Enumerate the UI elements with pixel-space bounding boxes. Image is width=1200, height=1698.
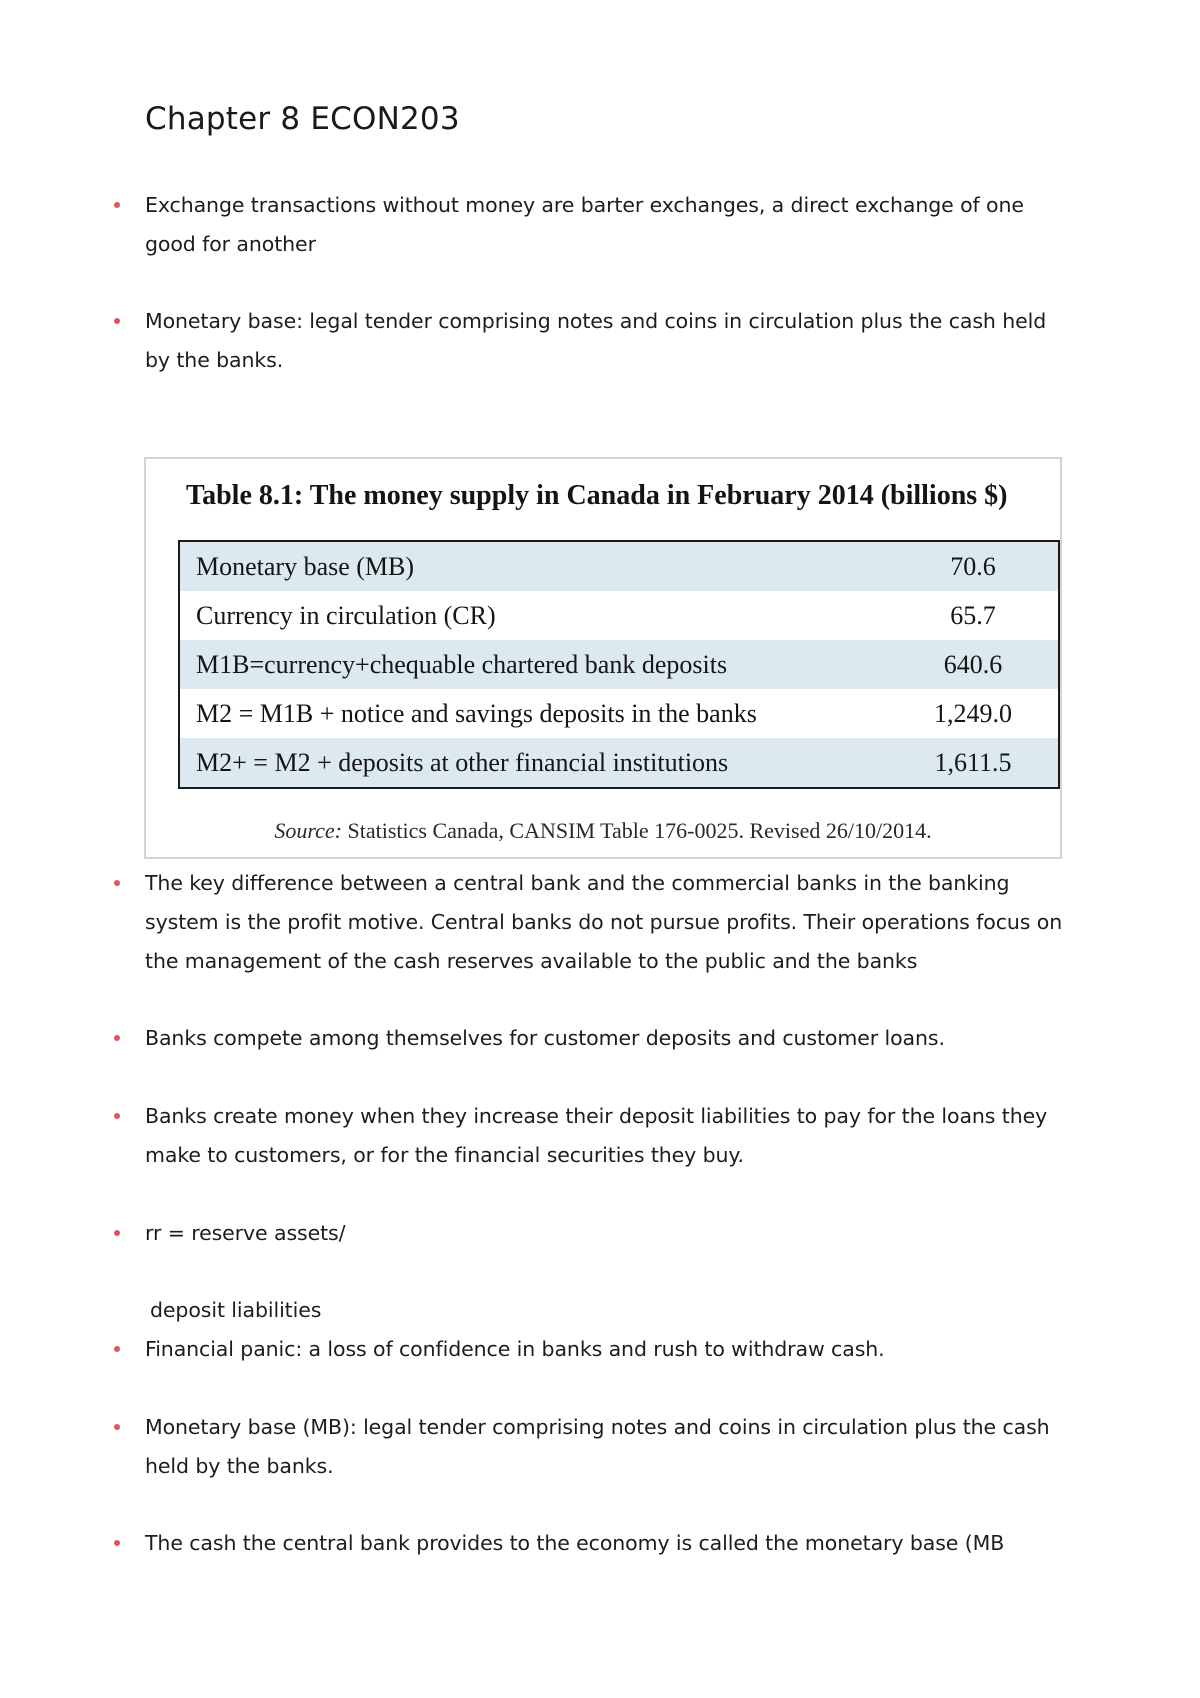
bullet-icon bbox=[114, 1035, 120, 1041]
paragraph-line: The cash the central bank provides to the economy is called the monetary base (MB bbox=[145, 1531, 1005, 1555]
page-title: Chapter 8 ECON203 bbox=[145, 101, 460, 137]
paragraph-line: Financial panic: a loss of confidence in banks and rush to withdraw cash. bbox=[145, 1337, 885, 1361]
paragraph-line: The key difference between a central bank and the commercial banks in the banking bbox=[145, 871, 1010, 895]
source-label: Source: bbox=[274, 818, 343, 843]
row-value: 65.7 bbox=[950, 600, 996, 630]
paragraph-line: Banks compete among themselves for customer deposits and customer loans. bbox=[145, 1026, 945, 1050]
paragraph bbox=[145, 1330, 1065, 1369]
row-label: Monetary base (MB) bbox=[179, 541, 888, 591]
paragraph-line: make to customers, or for the financial securities they buy. bbox=[145, 1143, 744, 1167]
table-row bbox=[179, 541, 1059, 591]
table-row bbox=[179, 591, 1059, 640]
row-label: M1B=currency+chequable chartered bank deposits bbox=[179, 640, 888, 689]
bullet-icon bbox=[114, 1540, 120, 1546]
paragraph-line: Monetary base: legal tender comprising notes and coins in circulation plus the cash held bbox=[145, 309, 1047, 333]
bullet-icon bbox=[114, 318, 120, 324]
paragraph bbox=[145, 1097, 1065, 1175]
paragraph-line: Monetary base (MB): legal tender comprising notes and coins in circulation plus the cash bbox=[145, 1415, 1050, 1439]
paragraph bbox=[145, 1408, 1065, 1486]
paragraph-line: rr = reserve assets/ bbox=[145, 1221, 346, 1245]
paragraph-continuation bbox=[150, 1291, 1070, 1330]
paragraph-line: Banks create money when they increase their deposit liabilities to pay for the loans they bbox=[145, 1104, 1048, 1128]
row-value: 70.6 bbox=[888, 541, 1059, 591]
bullet-icon bbox=[114, 1424, 120, 1430]
paragraph-line: by the banks. bbox=[145, 348, 284, 372]
table-row bbox=[179, 738, 1059, 788]
row-label: Currency in circulation (CR) bbox=[196, 600, 496, 630]
money-supply-table bbox=[178, 540, 1060, 789]
paragraph bbox=[145, 302, 1065, 380]
row-label: M2 = M1B + notice and savings deposits in the banks bbox=[196, 698, 757, 728]
bullet-icon bbox=[114, 1346, 120, 1352]
paragraph bbox=[145, 186, 1065, 264]
table-caption: Table 8.1: The money supply in Canada in February 2014 (billions $) bbox=[186, 480, 1008, 511]
bullet-icon bbox=[114, 880, 120, 886]
paragraph bbox=[145, 1019, 1065, 1058]
bullet-icon bbox=[114, 1230, 120, 1236]
paragraph-line: the management of the cash reserves available to the public and the banks bbox=[145, 949, 918, 973]
table-row bbox=[179, 640, 1059, 689]
paragraph-line: Exchange transactions without money are barter exchanges, a direct exchange of one bbox=[145, 193, 1024, 217]
table-source bbox=[146, 818, 1060, 844]
paragraph-line: system is the profit motive. Central banks do not pursue profits. Their operations focus on bbox=[145, 910, 1063, 934]
bullet-icon bbox=[114, 1113, 120, 1119]
paragraph bbox=[145, 1214, 1065, 1253]
row-value: 640.6 bbox=[888, 640, 1059, 689]
paragraph-line: good for another bbox=[145, 232, 316, 256]
row-value: 1,611.5 bbox=[888, 738, 1059, 788]
table-row bbox=[179, 689, 1059, 738]
bullet-icon bbox=[114, 202, 120, 208]
paragraph-line: deposit liabilities bbox=[150, 1298, 322, 1322]
row-label: M2+ = M2 + deposits at other financial institutions bbox=[179, 738, 888, 788]
paragraph-line: held by the banks. bbox=[145, 1454, 334, 1478]
paragraph bbox=[145, 1524, 1065, 1563]
money-supply-table-figure bbox=[144, 457, 1062, 859]
paragraph bbox=[145, 864, 1065, 981]
row-value: 1,249.0 bbox=[934, 698, 1012, 728]
source-text: Statistics Canada, CANSIM Table 176-0025. Revised 26/10/2014. bbox=[347, 818, 932, 843]
